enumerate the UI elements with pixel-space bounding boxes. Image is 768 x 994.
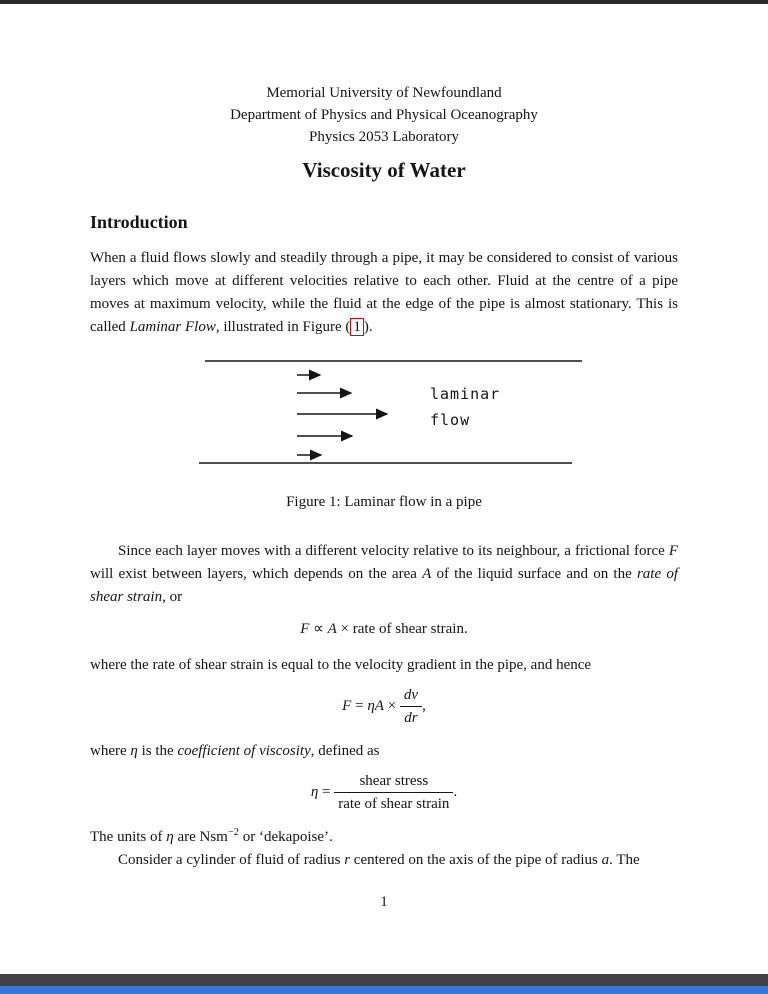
text-run: The units of: [90, 829, 167, 845]
paragraph-gradient: where the rate of shear strain is equal to the velocity gradient in the pipe, and hence: [90, 657, 592, 673]
var-eta: η: [310, 783, 319, 800]
fraction-numerator: dv: [403, 687, 419, 703]
figure-1-link[interactable]: 1: [350, 318, 364, 336]
text-run: of the liquid surface and on the: [431, 566, 637, 582]
paragraph-units: [90, 826, 678, 849]
fraction-denominator: dr: [400, 706, 422, 727]
text-run: where: [90, 743, 131, 759]
document-header: [90, 82, 678, 183]
exponent: −2: [227, 827, 240, 838]
text-run: Consider a cylinder of fluid of radius: [118, 852, 345, 868]
text-run: are Nsm: [173, 829, 228, 845]
equals-symbol: =: [351, 697, 368, 714]
text-run: centered on the axis of the pipe of radius: [350, 852, 602, 868]
page-number: 1: [380, 894, 388, 910]
text-run: When a fluid flows slowly and steadily through a pipe, it may be considered to consist of various layers which move at different velocities relative to each other. Fluid at the centre of a pipe moves at maximum velocity, while the fluid at the edge of the pipe is almost stationary. This is called: [90, 250, 678, 335]
paragraph-viscosity-def: [90, 740, 678, 763]
equation-force: [90, 686, 678, 727]
laminar-flow-label: [430, 381, 500, 433]
fraction-denominator: rate of shear strain: [334, 792, 453, 813]
course-line: Physics 2053 Laboratory: [309, 129, 459, 145]
text-run: or ‘dekapoise’.: [239, 829, 333, 845]
coefficient-of-viscosity-term: coefficient of viscosity: [177, 743, 311, 759]
equation-eta: [90, 772, 678, 813]
var-eta: η: [166, 829, 174, 845]
text-run: will exist between layers, which depends on the area: [90, 566, 423, 582]
text-run: is the: [137, 743, 178, 759]
figure-caption: Figure 1: Laminar flow in a pipe: [286, 494, 482, 510]
fraction-dv-dr: [400, 686, 422, 727]
var-F: F: [342, 697, 352, 714]
times-symbol: ×: [336, 621, 353, 637]
label-line: flow: [430, 411, 471, 429]
label-line: laminar: [430, 385, 501, 403]
text-run: , defined as: [310, 743, 380, 759]
var-F: F: [300, 621, 310, 637]
viewer-bottom-dark-strip: [0, 974, 768, 986]
institution-line: Memorial University of Newfoundland: [266, 85, 502, 101]
document-title: Viscosity of Water: [302, 158, 466, 182]
text-run: . The: [609, 852, 640, 868]
var-etaA: ηA: [367, 697, 384, 714]
viewer-bottom-bar: [0, 974, 768, 994]
text-run: , illustrated in Figure (: [215, 319, 351, 335]
paragraph-intro: [90, 247, 678, 339]
var-a: a: [601, 852, 610, 868]
var-A: A: [327, 621, 337, 637]
section-heading-introduction: Introduction: [90, 212, 188, 232]
figure-laminar-flow: [90, 353, 678, 469]
text-run: ).: [363, 319, 373, 335]
text-run: Since each layer moves with a different velocity relative to its neighbour, a frictional force: [118, 543, 669, 559]
text-run: rate of shear strain.: [352, 621, 468, 637]
equals-symbol: =: [318, 783, 335, 800]
fraction-shear: [334, 772, 453, 813]
paragraph-cylinder: [90, 849, 678, 872]
department-line: Department of Physics and Physical Oceanography: [230, 107, 538, 123]
var-r: r: [344, 852, 351, 868]
equation-proportionality: [90, 618, 678, 641]
text-run: .: [453, 783, 458, 800]
progress-bar[interactable]: [0, 986, 768, 994]
var-A: A: [422, 566, 432, 582]
rate-of-shear-strain-term: rate of shear strain: [90, 566, 678, 605]
var-F: F: [668, 543, 678, 559]
text-run: ,: [422, 697, 426, 714]
var-eta: η: [130, 743, 138, 759]
paragraph-friction: [90, 540, 678, 609]
fraction-numerator: shear stress: [359, 773, 429, 789]
text-run: , or: [162, 589, 183, 605]
times-symbol: ×: [383, 697, 400, 714]
document-page: [0, 4, 768, 911]
propto-symbol: ∝: [309, 621, 328, 637]
laminar-flow-term: Laminar Flow: [129, 319, 216, 335]
laminar-flow-drawing: [90, 353, 678, 469]
